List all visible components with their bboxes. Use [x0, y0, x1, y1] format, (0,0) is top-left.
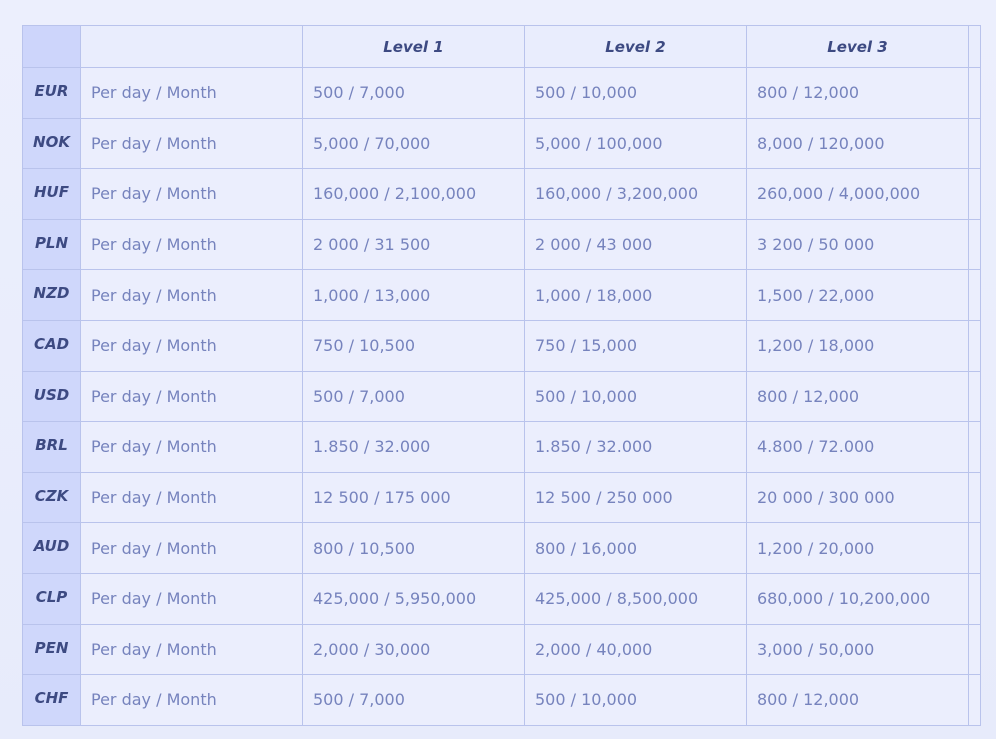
level-3-cell: 8,000 / 120,000 — [747, 118, 969, 169]
currency-cell: NOK — [23, 118, 81, 169]
currency-cell: BRL — [23, 422, 81, 473]
period-cell: Per day / Month — [81, 675, 303, 726]
overflow-cell — [969, 523, 981, 574]
level-1-cell: 500 / 7,000 — [303, 675, 525, 726]
level-2-cell: 2 000 / 43 000 — [525, 219, 747, 270]
header-currency — [23, 26, 81, 68]
table-row — [23, 68, 981, 119]
overflow-cell — [969, 422, 981, 473]
table-row — [23, 270, 981, 321]
table-row — [23, 320, 981, 371]
table-row — [23, 118, 981, 169]
level-1-cell: 160,000 / 2,100,000 — [303, 169, 525, 220]
level-3-cell: 3 200 / 50 000 — [747, 219, 969, 270]
period-cell: Per day / Month — [81, 371, 303, 422]
overflow-cell — [969, 219, 981, 270]
currency-cell: PEN — [23, 624, 81, 675]
table-row — [23, 573, 981, 624]
level-3-cell: 260,000 / 4,000,000 — [747, 169, 969, 220]
level-1-cell: 2 000 / 31 500 — [303, 219, 525, 270]
level-3-cell: 800 / 12,000 — [747, 675, 969, 726]
period-cell: Per day / Month — [81, 523, 303, 574]
overflow-cell — [969, 320, 981, 371]
table-row — [23, 472, 981, 523]
level-3-cell: 800 / 12,000 — [747, 68, 969, 119]
period-cell: Per day / Month — [81, 118, 303, 169]
level-2-cell: 500 / 10,000 — [525, 675, 747, 726]
period-cell: Per day / Month — [81, 422, 303, 473]
overflow-cell — [969, 675, 981, 726]
currency-cell: CLP — [23, 573, 81, 624]
table-row — [23, 675, 981, 726]
level-2-cell: 500 / 10,000 — [525, 68, 747, 119]
currency-cell: USD — [23, 371, 81, 422]
level-2-cell: 500 / 10,000 — [525, 371, 747, 422]
overflow-cell — [969, 573, 981, 624]
level-2-cell: 1.850 / 32.000 — [525, 422, 747, 473]
table-row — [23, 523, 981, 574]
level-2-cell: 1,000 / 18,000 — [525, 270, 747, 321]
limits-table-container — [22, 25, 996, 726]
header-level-2: Level 2 — [525, 26, 747, 68]
currency-cell: EUR — [23, 68, 81, 119]
level-1-cell: 425,000 / 5,950,000 — [303, 573, 525, 624]
period-cell: Per day / Month — [81, 573, 303, 624]
level-2-cell: 800 / 16,000 — [525, 523, 747, 574]
overflow-cell — [969, 624, 981, 675]
overflow-cell — [969, 169, 981, 220]
level-1-cell: 2,000 / 30,000 — [303, 624, 525, 675]
level-2-cell: 425,000 / 8,500,000 — [525, 573, 747, 624]
level-2-cell: 12 500 / 250 000 — [525, 472, 747, 523]
period-cell: Per day / Month — [81, 68, 303, 119]
overflow-cell — [969, 68, 981, 119]
level-2-cell: 5,000 / 100,000 — [525, 118, 747, 169]
table-row — [23, 371, 981, 422]
limits-table — [22, 25, 981, 726]
period-cell: Per day / Month — [81, 472, 303, 523]
currency-cell: NZD — [23, 270, 81, 321]
header-period — [81, 26, 303, 68]
level-1-cell: 750 / 10,500 — [303, 320, 525, 371]
overflow-cell — [969, 371, 981, 422]
level-1-cell: 500 / 7,000 — [303, 68, 525, 119]
level-3-cell: 1,200 / 18,000 — [747, 320, 969, 371]
period-cell: Per day / Month — [81, 169, 303, 220]
currency-cell: HUF — [23, 169, 81, 220]
level-1-cell: 800 / 10,500 — [303, 523, 525, 574]
overflow-cell — [969, 270, 981, 321]
level-3-cell: 3,000 / 50,000 — [747, 624, 969, 675]
level-1-cell: 12 500 / 175 000 — [303, 472, 525, 523]
level-3-cell: 800 / 12,000 — [747, 371, 969, 422]
level-1-cell: 1,000 / 13,000 — [303, 270, 525, 321]
header-level-1: Level 1 — [303, 26, 525, 68]
period-cell: Per day / Month — [81, 624, 303, 675]
period-cell: Per day / Month — [81, 320, 303, 371]
level-3-cell: 1,500 / 22,000 — [747, 270, 969, 321]
level-3-cell: 20 000 / 300 000 — [747, 472, 969, 523]
table-row — [23, 169, 981, 220]
overflow-cell — [969, 118, 981, 169]
table-row — [23, 422, 981, 473]
table-row — [23, 624, 981, 675]
currency-cell: CAD — [23, 320, 81, 371]
overflow-cell — [969, 472, 981, 523]
level-3-cell: 1,200 / 20,000 — [747, 523, 969, 574]
period-cell: Per day / Month — [81, 270, 303, 321]
table-row — [23, 219, 981, 270]
period-cell: Per day / Month — [81, 219, 303, 270]
header-row — [23, 26, 981, 68]
currency-cell: PLN — [23, 219, 81, 270]
level-3-cell: 4.800 / 72.000 — [747, 422, 969, 473]
header-overflow — [969, 26, 981, 68]
level-2-cell: 160,000 / 3,200,000 — [525, 169, 747, 220]
currency-cell: CZK — [23, 472, 81, 523]
header-level-3: Level 3 — [747, 26, 969, 68]
currency-cell: AUD — [23, 523, 81, 574]
level-1-cell: 1.850 / 32.000 — [303, 422, 525, 473]
level-1-cell: 5,000 / 70,000 — [303, 118, 525, 169]
level-1-cell: 500 / 7,000 — [303, 371, 525, 422]
level-3-cell: 680,000 / 10,200,000 — [747, 573, 969, 624]
level-2-cell: 2,000 / 40,000 — [525, 624, 747, 675]
currency-cell: CHF — [23, 675, 81, 726]
level-2-cell: 750 / 15,000 — [525, 320, 747, 371]
